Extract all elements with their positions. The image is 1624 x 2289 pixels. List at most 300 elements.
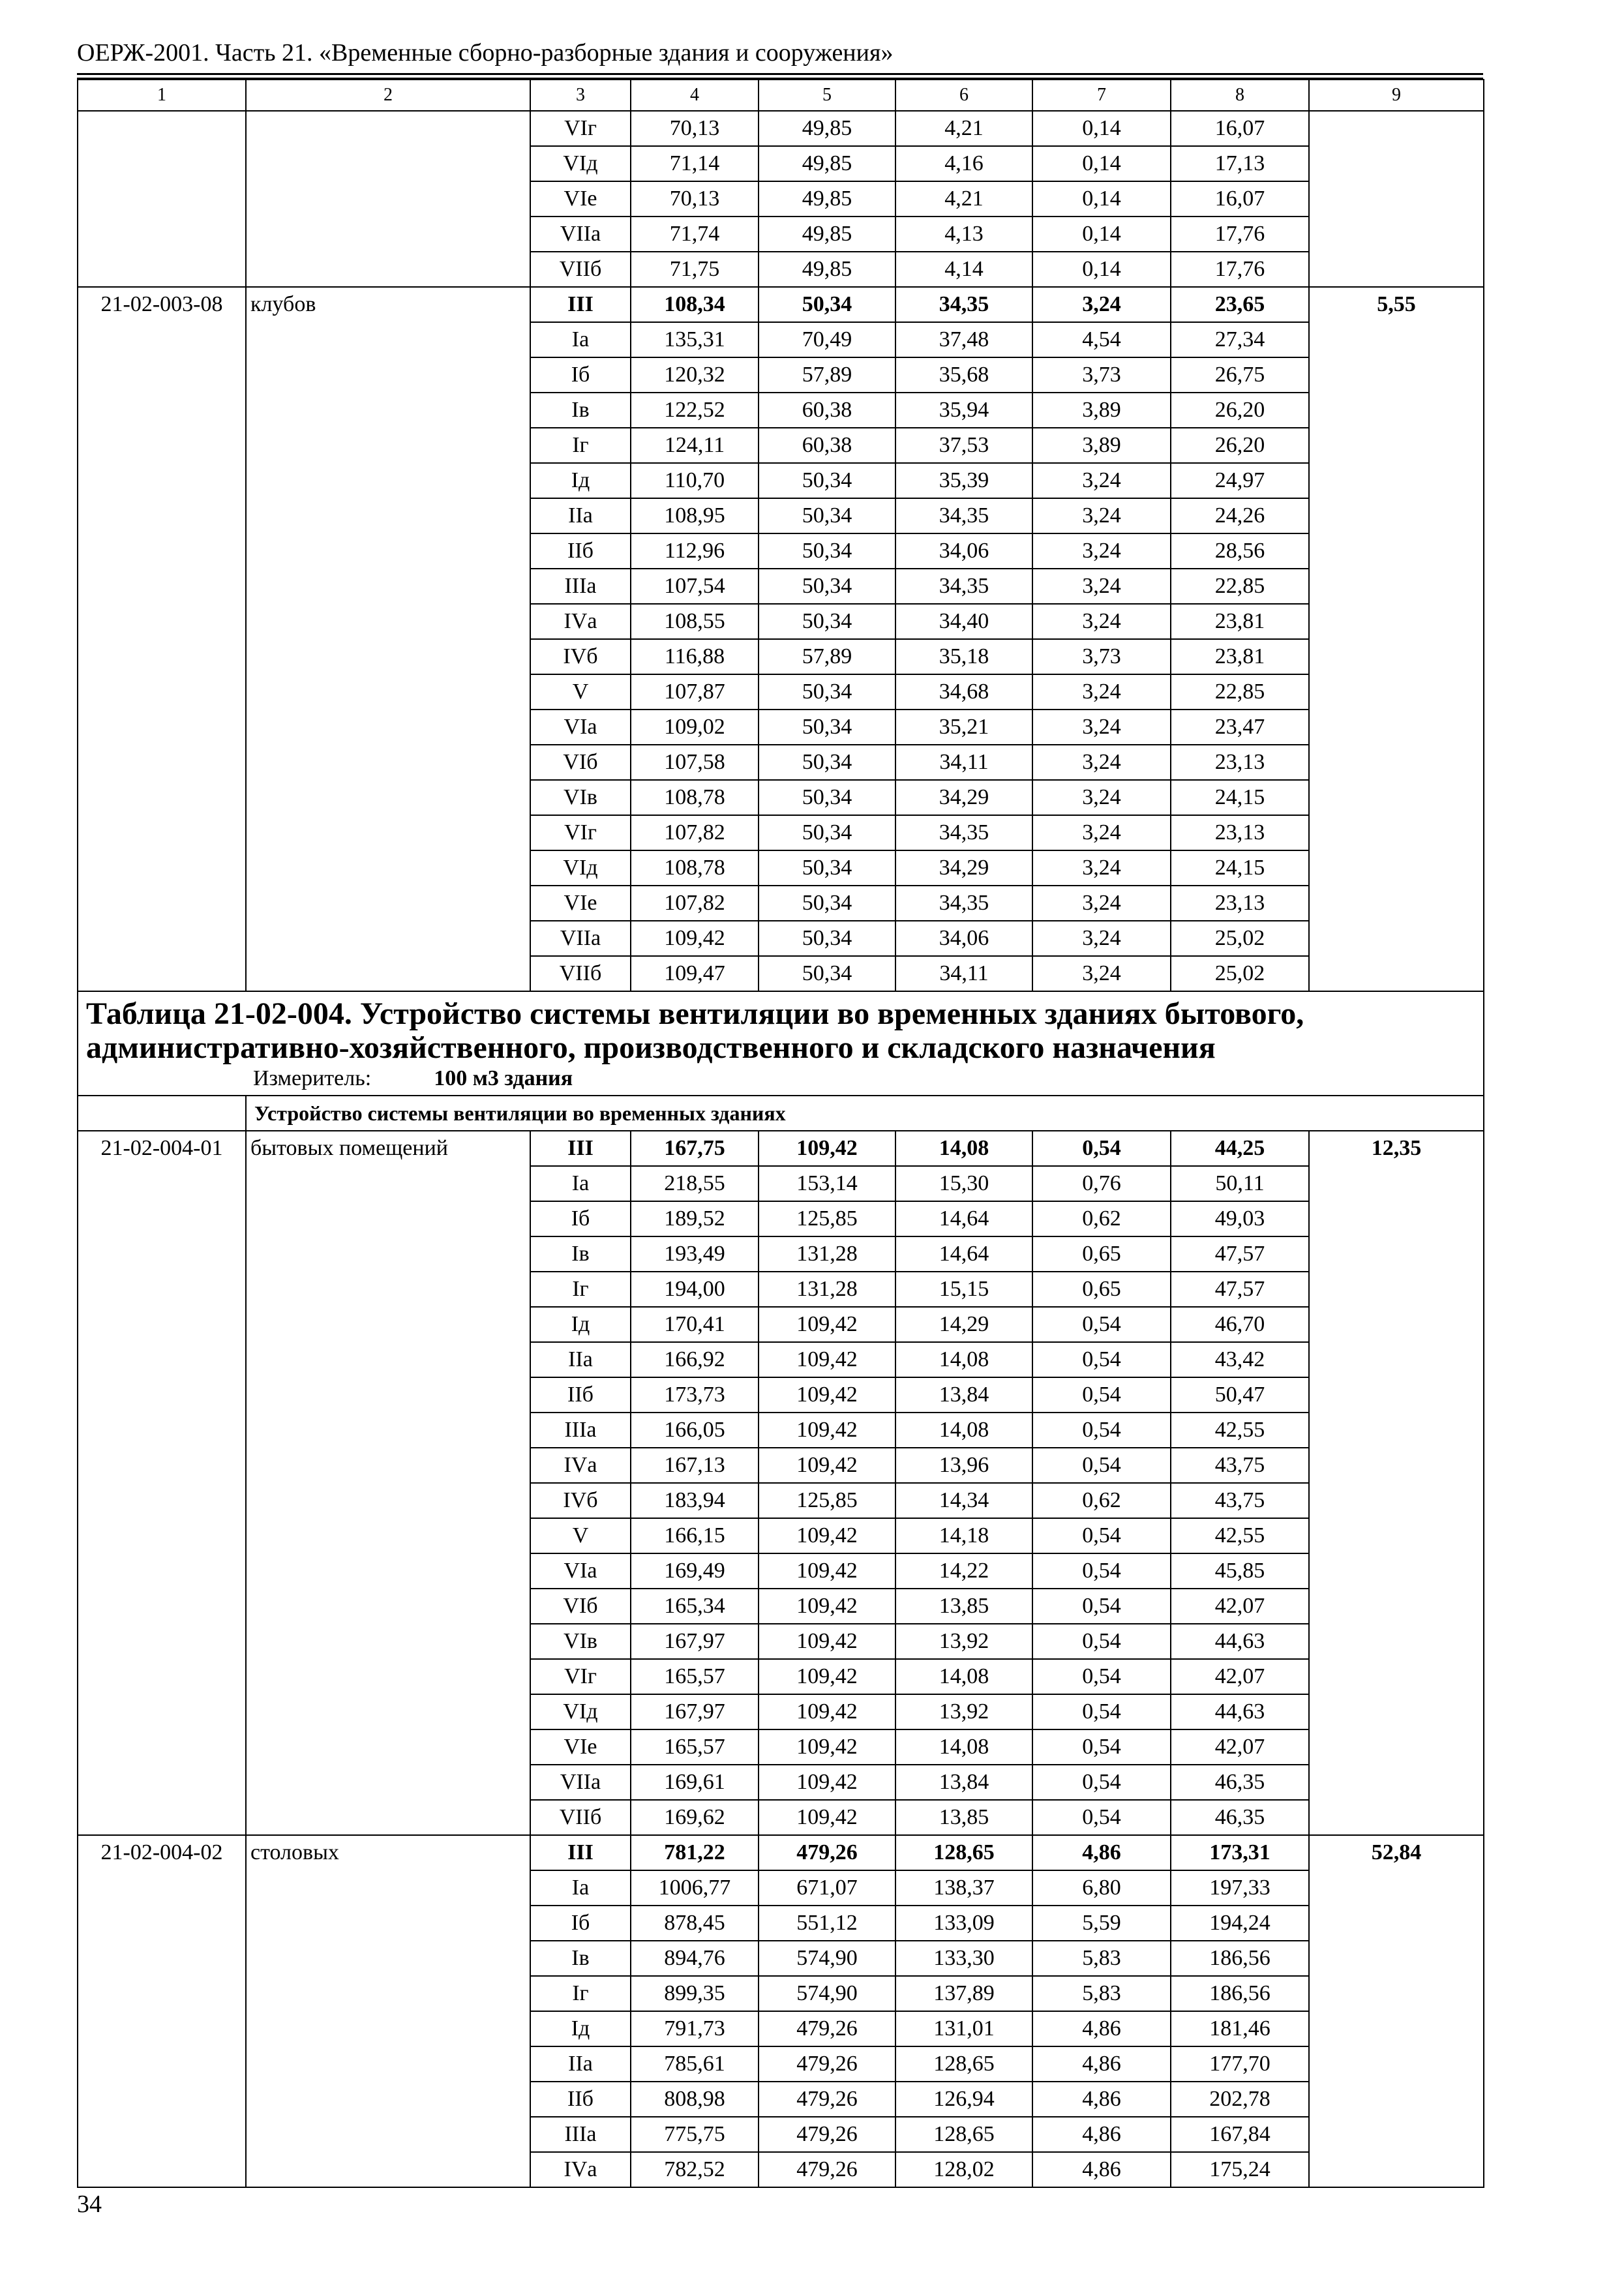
value-cell: 13,85 — [895, 1589, 1032, 1624]
value-cell: 0,62 — [1032, 1201, 1171, 1236]
value-cell: 202,78 — [1171, 2082, 1309, 2117]
value-cell: 17,13 — [1171, 146, 1309, 181]
value-cell: 4,86 — [1032, 1835, 1171, 1870]
value-cell: 14,22 — [895, 1553, 1032, 1589]
table-row — [78, 1835, 1484, 1870]
value-cell: 109,42 — [759, 1624, 895, 1659]
value-cell: 45,85 — [1171, 1553, 1309, 1589]
column-number: 1 — [78, 80, 246, 111]
value-cell: 50,34 — [759, 463, 895, 498]
value-cell: 3,24 — [1032, 921, 1171, 956]
value-cell: 479,26 — [759, 2046, 895, 2082]
value-cell: 35,39 — [895, 463, 1032, 498]
region-code: V — [530, 1518, 631, 1553]
value-cell: 14,18 — [895, 1518, 1032, 1553]
column-number: 6 — [895, 80, 1032, 111]
value-cell: 109,42 — [759, 1342, 895, 1377]
column-number: 5 — [759, 80, 895, 111]
value-cell: 27,34 — [1171, 322, 1309, 357]
value-cell: 49,85 — [759, 111, 895, 146]
value-cell: 135,31 — [631, 322, 759, 357]
value-cell: 14,08 — [895, 1729, 1032, 1765]
value-cell: 169,49 — [631, 1553, 759, 1589]
value-cell: 124,11 — [631, 428, 759, 463]
value-cell: 167,13 — [631, 1448, 759, 1483]
value-cell: 43,75 — [1171, 1448, 1309, 1483]
value-cell: 0,54 — [1032, 1624, 1171, 1659]
value-cell: 14,34 — [895, 1483, 1032, 1518]
value-cell: 4,21 — [895, 181, 1032, 217]
region-code: IIIа — [530, 569, 631, 604]
value-cell: 109,42 — [759, 1131, 895, 1166]
value-cell: 4,86 — [1032, 2152, 1171, 2187]
value-cell: 3,24 — [1032, 498, 1171, 533]
value-cell: 0,65 — [1032, 1272, 1171, 1307]
value-cell: 50,34 — [759, 287, 895, 322]
value-cell: 108,78 — [631, 780, 759, 815]
value-cell: 138,37 — [895, 1870, 1032, 1906]
meter-label: Измеритель: — [253, 1066, 372, 1090]
value-cell: 13,92 — [895, 1694, 1032, 1729]
table-title-cell — [78, 991, 1484, 1096]
value-cell: 23,81 — [1171, 639, 1309, 674]
value-cell: 23,47 — [1171, 710, 1309, 745]
value-cell: 15,30 — [895, 1166, 1032, 1201]
value-cell: 24,97 — [1171, 463, 1309, 498]
region-code: VIIб — [530, 1800, 631, 1835]
region-code: IIб — [530, 2082, 631, 2117]
value-cell: 169,62 — [631, 1800, 759, 1835]
value-cell: 3,24 — [1032, 604, 1171, 639]
value-cell: 35,21 — [895, 710, 1032, 745]
value-cell: 175,24 — [1171, 2152, 1309, 2187]
value-cell: 109,42 — [759, 1377, 895, 1413]
value-cell: 782,52 — [631, 2152, 759, 2187]
column-number: 9 — [1309, 80, 1484, 111]
value-cell: 0,54 — [1032, 1729, 1171, 1765]
value-cell: 108,55 — [631, 604, 759, 639]
value-cell: 13,84 — [895, 1765, 1032, 1800]
name-cell — [246, 111, 530, 287]
value-cell: 44,63 — [1171, 1694, 1309, 1729]
value-cell: 107,58 — [631, 745, 759, 780]
region-code: VIг — [530, 815, 631, 850]
code-cell — [78, 111, 246, 287]
value-cell: 71,74 — [631, 217, 759, 252]
region-code: VIIа — [530, 921, 631, 956]
value-cell: 0,54 — [1032, 1518, 1171, 1553]
region-code: Iб — [530, 1201, 631, 1236]
value-cell: 0,54 — [1032, 1800, 1171, 1835]
value-cell: 46,70 — [1171, 1307, 1309, 1342]
value-cell: 5,83 — [1032, 1976, 1171, 2011]
section-row — [78, 1096, 1484, 1131]
value-cell: 109,42 — [759, 1800, 895, 1835]
region-code: IIIа — [530, 1413, 631, 1448]
region-code: Iа — [530, 322, 631, 357]
value-cell: 57,89 — [759, 639, 895, 674]
value-cell: 4,86 — [1032, 2011, 1171, 2046]
value-cell: 107,82 — [631, 886, 759, 921]
value-cell: 3,24 — [1032, 956, 1171, 991]
value-cell: 23,81 — [1171, 604, 1309, 639]
value-cell: 109,42 — [759, 1553, 895, 1589]
value-cell: 3,24 — [1032, 850, 1171, 886]
value-cell: 49,85 — [759, 217, 895, 252]
value-cell: 50,34 — [759, 745, 895, 780]
value-cell: 165,57 — [631, 1659, 759, 1694]
region-code: VIа — [530, 710, 631, 745]
value-cell: 50,34 — [759, 533, 895, 569]
region-code: VIе — [530, 181, 631, 217]
value-cell: 128,02 — [895, 2152, 1032, 2187]
value-cell: 34,06 — [895, 921, 1032, 956]
value-cell: 4,14 — [895, 252, 1032, 287]
value-cell: 107,82 — [631, 815, 759, 850]
value-cell: 14,29 — [895, 1307, 1032, 1342]
value-cell: 894,76 — [631, 1941, 759, 1976]
value-cell: 183,94 — [631, 1483, 759, 1518]
region-code: IIб — [530, 533, 631, 569]
value-cell: 108,95 — [631, 498, 759, 533]
value-cell: 26,20 — [1171, 428, 1309, 463]
region-code: VIе — [530, 886, 631, 921]
value-cell: 34,35 — [895, 498, 1032, 533]
value-cell: 3,24 — [1032, 886, 1171, 921]
region-code: IIа — [530, 1342, 631, 1377]
value-cell: 50,47 — [1171, 1377, 1309, 1413]
value-cell: 479,26 — [759, 2117, 895, 2152]
value-cell: 24,15 — [1171, 850, 1309, 886]
value-cell: 35,94 — [895, 393, 1032, 428]
value-cell: 70,13 — [631, 111, 759, 146]
value-cell: 218,55 — [631, 1166, 759, 1201]
value-cell: 6,80 — [1032, 1870, 1171, 1906]
value-cell: 14,64 — [895, 1201, 1032, 1236]
column-number-row — [78, 80, 1484, 111]
value-cell: 24,15 — [1171, 780, 1309, 815]
page-header: ОЕРЖ-2001. Часть 21. «Временные сборно-разборные здания и сооружения» — [77, 39, 894, 67]
region-code: Iг — [530, 1272, 631, 1307]
value-cell: 25,02 — [1171, 921, 1309, 956]
value-cell: 109,02 — [631, 710, 759, 745]
value-cell: 43,75 — [1171, 1483, 1309, 1518]
value-cell: 70,13 — [631, 181, 759, 217]
value-cell: 22,85 — [1171, 674, 1309, 710]
value-cell: 4,86 — [1032, 2082, 1171, 2117]
region-code: V — [530, 674, 631, 710]
value-cell: 128,65 — [895, 2046, 1032, 2082]
value-cell: 42,55 — [1171, 1518, 1309, 1553]
value-cell: 194,24 — [1171, 1906, 1309, 1941]
region-code: VIIб — [530, 956, 631, 991]
value-cell: 13,85 — [895, 1800, 1032, 1835]
value-cell: 0,14 — [1032, 252, 1171, 287]
region-code: IVб — [530, 639, 631, 674]
value-cell: 4,86 — [1032, 2046, 1171, 2082]
value-cell: 50,34 — [759, 886, 895, 921]
value-cell: 167,84 — [1171, 2117, 1309, 2152]
value-cell: 108,34 — [631, 287, 759, 322]
code-cell: 21-02-003-08 — [78, 287, 246, 991]
value-cell: 4,13 — [895, 217, 1032, 252]
value-cell: 109,42 — [631, 921, 759, 956]
value-cell: 109,42 — [759, 1659, 895, 1694]
value-cell: 808,98 — [631, 2082, 759, 2117]
value-cell: 34,06 — [895, 533, 1032, 569]
value-cell: 50,34 — [759, 604, 895, 639]
value-cell: 177,70 — [1171, 2046, 1309, 2082]
value-cell: 166,92 — [631, 1342, 759, 1377]
estimate-table — [77, 79, 1484, 2188]
value-cell: 3,24 — [1032, 745, 1171, 780]
region-code: VIг — [530, 1659, 631, 1694]
table-row — [78, 287, 1484, 322]
value-cell: 0,54 — [1032, 1131, 1171, 1166]
value-cell: 47,57 — [1171, 1272, 1309, 1307]
value-cell: 22,85 — [1171, 569, 1309, 604]
region-code: IVа — [530, 604, 631, 639]
section-spacer — [78, 1096, 246, 1131]
value-cell: 14,08 — [895, 1659, 1032, 1694]
value-cell: 671,07 — [759, 1870, 895, 1906]
region-code: VIб — [530, 745, 631, 780]
value-cell: 133,30 — [895, 1941, 1032, 1976]
value-cell: 109,42 — [759, 1413, 895, 1448]
value-cell: 34,35 — [895, 815, 1032, 850]
value-cell: 785,61 — [631, 2046, 759, 2082]
value-cell: 14,08 — [895, 1131, 1032, 1166]
value-cell: 37,53 — [895, 428, 1032, 463]
value-cell: 50,34 — [759, 780, 895, 815]
region-code: IVа — [530, 1448, 631, 1483]
value-cell: 125,85 — [759, 1483, 895, 1518]
value-cell: 194,00 — [631, 1272, 759, 1307]
value-cell: 0,54 — [1032, 1413, 1171, 1448]
value-cell: 23,13 — [1171, 815, 1309, 850]
value-cell: 23,13 — [1171, 886, 1309, 921]
column-number: 4 — [631, 80, 759, 111]
value-cell: 197,33 — [1171, 1870, 1309, 1906]
value-cell: 173,31 — [1171, 1835, 1309, 1870]
value-cell: 899,35 — [631, 1976, 759, 2011]
value-cell: 49,85 — [759, 252, 895, 287]
value-cell: 0,54 — [1032, 1448, 1171, 1483]
value-cell: 133,09 — [895, 1906, 1032, 1941]
value-cell: 781,22 — [631, 1835, 759, 1870]
region-code: IIб — [530, 1377, 631, 1413]
region-code: VIе — [530, 1729, 631, 1765]
value-cell: 109,42 — [759, 1448, 895, 1483]
value-cell: 167,97 — [631, 1694, 759, 1729]
value-cell: 13,92 — [895, 1624, 1032, 1659]
value-cell: 47,57 — [1171, 1236, 1309, 1272]
value-cell: 46,35 — [1171, 1800, 1309, 1835]
value-cell: 26,75 — [1171, 357, 1309, 393]
value-cell: 170,41 — [631, 1307, 759, 1342]
value-cell: 0,62 — [1032, 1483, 1171, 1518]
value-cell: 16,07 — [1171, 111, 1309, 146]
region-code: Iб — [530, 1906, 631, 1941]
value-cell: 15,15 — [895, 1272, 1032, 1307]
value-cell: 4,86 — [1032, 2117, 1171, 2152]
value-cell: 165,34 — [631, 1589, 759, 1624]
value-cell: 109,42 — [759, 1694, 895, 1729]
column-number: 7 — [1032, 80, 1171, 111]
value-cell: 5,83 — [1032, 1941, 1171, 1976]
section-label: Устройство системы вентиляции во временных зданиях — [246, 1096, 1484, 1131]
value-cell: 42,07 — [1171, 1589, 1309, 1624]
value-cell: 34,35 — [895, 569, 1032, 604]
value-cell: 0,54 — [1032, 1377, 1171, 1413]
region-code: Iб — [530, 357, 631, 393]
value-cell: 50,34 — [759, 710, 895, 745]
value-cell: 3,89 — [1032, 428, 1171, 463]
value-cell: 479,26 — [759, 2011, 895, 2046]
value-cell: 34,68 — [895, 674, 1032, 710]
value-cell: 0,54 — [1032, 1694, 1171, 1729]
value-cell: 3,24 — [1032, 287, 1171, 322]
value-cell: 0,54 — [1032, 1342, 1171, 1377]
value-cell: 34,29 — [895, 850, 1032, 886]
region-code: VIб — [530, 1589, 631, 1624]
value-cell: 128,65 — [895, 2117, 1032, 2152]
region-code: VIд — [530, 850, 631, 886]
table-row — [78, 1131, 1484, 1166]
region-code: III — [530, 287, 631, 322]
value-cell: 3,24 — [1032, 533, 1171, 569]
value-cell: 167,97 — [631, 1624, 759, 1659]
name-cell: клубов — [246, 287, 530, 991]
value-cell: 1006,77 — [631, 1870, 759, 1906]
value-cell: 109,42 — [759, 1307, 895, 1342]
value-cell: 26,20 — [1171, 393, 1309, 428]
region-code: VIIб — [530, 252, 631, 287]
table-body — [78, 80, 1484, 2187]
value-cell: 109,42 — [759, 1589, 895, 1624]
price-cell — [1309, 111, 1484, 287]
region-code: Iг — [530, 1976, 631, 2011]
region-code: Iв — [530, 1236, 631, 1272]
value-cell: 42,07 — [1171, 1729, 1309, 1765]
region-code: VIд — [530, 1694, 631, 1729]
value-cell: 50,34 — [759, 921, 895, 956]
value-cell: 0,14 — [1032, 217, 1171, 252]
value-cell: 193,49 — [631, 1236, 759, 1272]
value-cell: 25,02 — [1171, 956, 1309, 991]
value-cell: 186,56 — [1171, 1941, 1309, 1976]
value-cell: 0,54 — [1032, 1589, 1171, 1624]
value-cell: 23,13 — [1171, 745, 1309, 780]
value-cell: 107,54 — [631, 569, 759, 604]
value-cell: 166,15 — [631, 1518, 759, 1553]
code-cell: 21-02-004-02 — [78, 1835, 246, 2187]
region-code: III — [530, 1835, 631, 1870]
region-code: Iв — [530, 1941, 631, 1976]
value-cell: 189,52 — [631, 1201, 759, 1236]
value-cell: 131,28 — [759, 1272, 895, 1307]
value-cell: 50,34 — [759, 815, 895, 850]
value-cell: 0,76 — [1032, 1166, 1171, 1201]
value-cell: 479,26 — [759, 2152, 895, 2187]
value-cell: 574,90 — [759, 1941, 895, 1976]
value-cell: 3,24 — [1032, 674, 1171, 710]
value-cell: 131,28 — [759, 1236, 895, 1272]
value-cell: 28,56 — [1171, 533, 1309, 569]
value-cell: 49,85 — [759, 146, 895, 181]
value-cell: 35,68 — [895, 357, 1032, 393]
region-code: III — [530, 1131, 631, 1166]
value-cell: 551,12 — [759, 1906, 895, 1941]
region-code: Iа — [530, 1870, 631, 1906]
value-cell: 44,63 — [1171, 1624, 1309, 1659]
value-cell: 181,46 — [1171, 2011, 1309, 2046]
region-code: Iг — [530, 428, 631, 463]
code-cell: 21-02-004-01 — [78, 1131, 246, 1835]
value-cell: 34,11 — [895, 745, 1032, 780]
region-code: IIа — [530, 498, 631, 533]
value-cell: 17,76 — [1171, 252, 1309, 287]
value-cell: 42,55 — [1171, 1413, 1309, 1448]
value-cell: 35,18 — [895, 639, 1032, 674]
value-cell: 14,08 — [895, 1342, 1032, 1377]
value-cell: 0,65 — [1032, 1236, 1171, 1272]
price-cell: 5,55 — [1309, 287, 1484, 991]
value-cell: 43,42 — [1171, 1342, 1309, 1377]
value-cell: 479,26 — [759, 1835, 895, 1870]
value-cell: 3,24 — [1032, 463, 1171, 498]
value-cell: 44,25 — [1171, 1131, 1309, 1166]
value-cell: 0,14 — [1032, 146, 1171, 181]
region-code: IIа — [530, 2046, 631, 2082]
value-cell: 109,42 — [759, 1518, 895, 1553]
value-cell: 878,45 — [631, 1906, 759, 1941]
value-cell: 0,14 — [1032, 111, 1171, 146]
region-code: IVа — [530, 2152, 631, 2187]
name-cell: столовых — [246, 1835, 530, 2187]
value-cell: 4,54 — [1032, 322, 1171, 357]
value-cell: 186,56 — [1171, 1976, 1309, 2011]
value-cell: 137,89 — [895, 1976, 1032, 2011]
column-number: 3 — [530, 80, 631, 111]
meter-value: 100 м3 здания — [434, 1066, 573, 1090]
value-cell: 3,89 — [1032, 393, 1171, 428]
meter-row — [253, 1065, 1475, 1092]
value-cell: 70,49 — [759, 322, 895, 357]
value-cell: 108,78 — [631, 850, 759, 886]
table-title-row — [78, 991, 1484, 1096]
region-code: VIа — [530, 1553, 631, 1589]
value-cell: 775,75 — [631, 2117, 759, 2152]
region-code: VIIа — [530, 217, 631, 252]
value-cell: 0,14 — [1032, 181, 1171, 217]
region-code: VIд — [530, 146, 631, 181]
value-cell: 50,34 — [759, 569, 895, 604]
value-cell: 165,57 — [631, 1729, 759, 1765]
value-cell: 4,16 — [895, 146, 1032, 181]
value-cell: 169,61 — [631, 1765, 759, 1800]
value-cell: 50,34 — [759, 674, 895, 710]
value-cell: 120,32 — [631, 357, 759, 393]
value-cell: 791,73 — [631, 2011, 759, 2046]
value-cell: 34,35 — [895, 287, 1032, 322]
value-cell: 122,52 — [631, 393, 759, 428]
value-cell: 0,54 — [1032, 1659, 1171, 1694]
value-cell: 34,35 — [895, 886, 1032, 921]
header-rule — [77, 73, 1483, 75]
value-cell: 131,01 — [895, 2011, 1032, 2046]
value-cell: 3,24 — [1032, 710, 1171, 745]
